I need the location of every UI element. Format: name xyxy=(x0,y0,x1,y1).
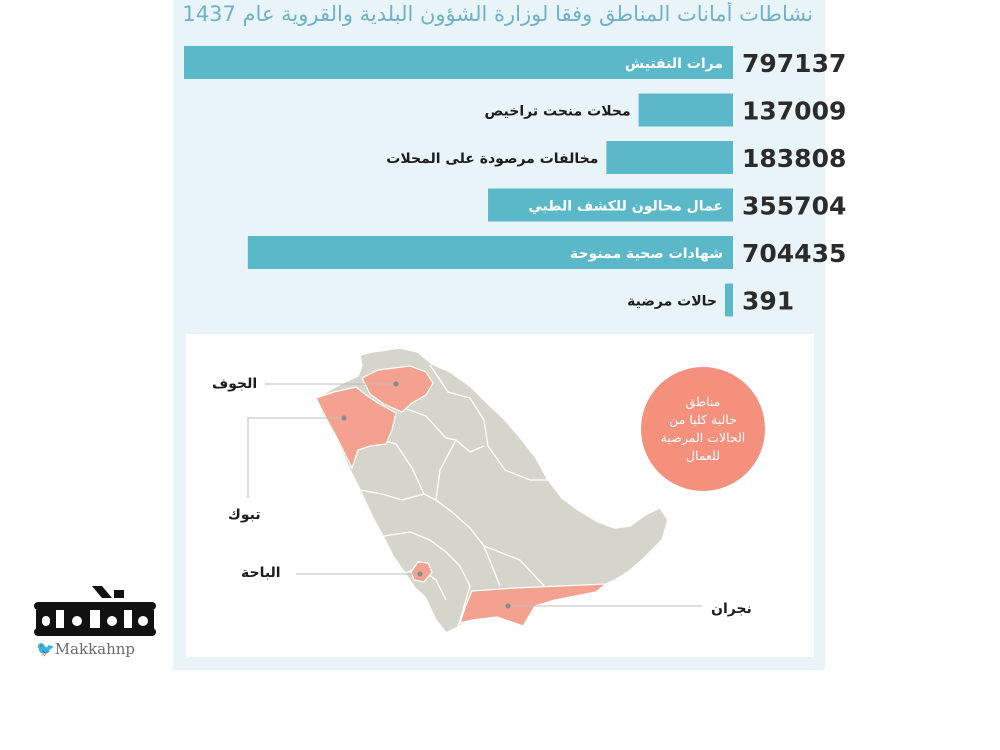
value-label-2: 183808 xyxy=(742,144,847,173)
info-circle xyxy=(641,367,765,491)
circle-line-4: للعمال xyxy=(685,448,721,463)
circle-line-2: خالية كليا من xyxy=(669,412,737,427)
circle-line-1: مناطق xyxy=(685,394,721,409)
twitter-handle[interactable]: Makkahnp xyxy=(54,640,136,658)
category-label-3: عمال محالون للكشف الطبي xyxy=(528,198,723,215)
value-label-3: 355704 xyxy=(742,191,847,221)
category-label-1: محلات منحت تراخيص xyxy=(484,103,631,120)
category-label-4: شهادات صحية ممنوحة xyxy=(569,246,723,262)
twitter-bird-icon: 🐦 xyxy=(36,640,55,658)
category-label-5: حالات مرضية xyxy=(627,293,717,310)
region-label-aljouf: الجوف xyxy=(212,376,258,392)
value-label-1: 137009 xyxy=(742,96,847,126)
value-label-0: 797137 xyxy=(742,49,847,78)
category-label-2: مخالفات مرصودة على المحلات xyxy=(386,151,599,167)
logo-handle-row xyxy=(36,640,135,658)
category-label-0: مرات التفتيش xyxy=(624,56,723,72)
value-label-5: 391 xyxy=(742,286,795,316)
value-label-4: 704435 xyxy=(742,239,847,268)
chart-title: نشاطات أمانات المناطق وفقا لوزارة الشؤون البلدية والقروية عام 1437 xyxy=(182,2,813,26)
region-label-najran: نجران xyxy=(711,601,752,617)
region-label-albaha: الباحة xyxy=(241,565,281,581)
makkah-logo-icon xyxy=(30,584,160,644)
circle-line-3: الحالات المرضية xyxy=(660,430,746,445)
region-najran xyxy=(460,584,606,626)
region-label-tabuk: تبوك xyxy=(228,507,261,523)
